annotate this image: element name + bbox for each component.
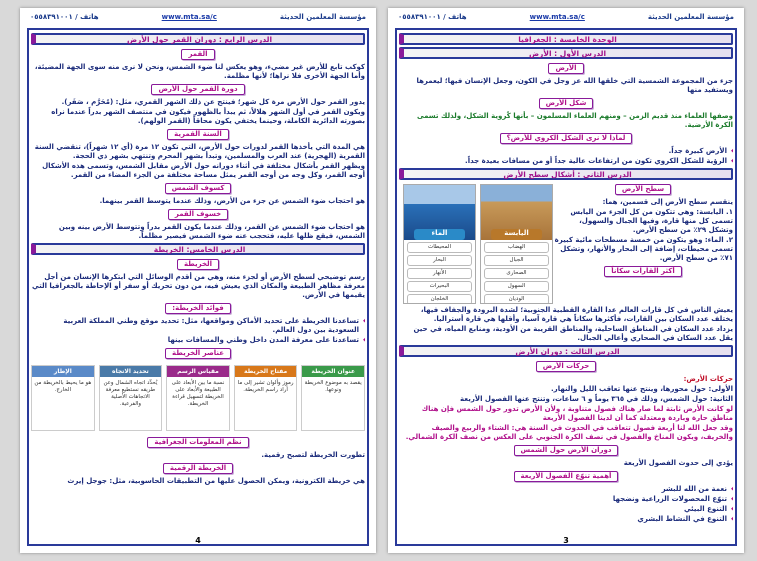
page-header: [30, 13, 366, 25]
header-url[interactable]: www.mta.sa/c: [529, 13, 585, 21]
list-item: ◆ تساعدنا على معرفة المدن داخل وطني والمسافات بينها: [31, 336, 365, 345]
water-item: المحيطات: [407, 242, 472, 253]
map-element-title: عنوان الخريطة: [302, 366, 364, 377]
header-phone: هاتف / ٠٥٥٨٣٩١٠٠١: [398, 13, 467, 21]
page-right: [388, 8, 744, 553]
land-item: الوديان: [484, 294, 549, 304]
paragraph: يزداد عدد السكان في المناطق الساحلية، والمناطق القريبة من الأودية، ومنابع المياه، في حين يقل عدد السكان في الصحاري وأعالي الجبال.: [413, 325, 733, 342]
page-content: [399, 31, 733, 541]
land-image: [480, 184, 553, 304]
section-tag: شكل الأرض: [539, 98, 594, 109]
water-item: الأنهار: [407, 268, 472, 279]
paragraph: جزء من المجموعة الشمسية التي خلقها الله عز وجل في الكون، وجعل الإنسان فيها؛ ليعمرها ويستفيد منها: [416, 77, 733, 94]
map-element: [301, 365, 365, 431]
section-tag: الخريطة الرقمية: [163, 463, 233, 474]
paragraph: هي خريطة الكترونية، ويمكن الحصول عليها من التطبيقات الحاسوبية، مثل: جوجل إيرث: [67, 477, 365, 485]
section-tag: السنة القمرية: [167, 129, 229, 140]
land-item: السهول: [484, 281, 549, 292]
map-element: [234, 365, 298, 431]
section-tag: نظم المعلومات الجغرافية: [147, 437, 248, 448]
lesson-title: الدرس الرابع : دوران القمر حول الأرض: [31, 33, 365, 45]
question-box: لماذا لا نرى الشكل الكروي للأرض؟: [500, 133, 633, 144]
paragraph: هو احتجاب ضوء الشمس عن القمر، وذلك عندما يكون القمر بدراً وتتوسط الأرض بينه وبين الشمس، فيقع ظلها عليه، فتحجب عنه ضوء الشمس فيصير مظلماً.: [58, 223, 365, 240]
lesson-title: الدرس الثاني : أشكال سطح الأرض: [399, 168, 733, 180]
list-item: ◆ الأرض كبيرة جداً.: [399, 147, 733, 156]
water-item: البحار: [407, 255, 472, 266]
paragraph: يعيش الناس في كل قارات العالم عدا القارة القطبية الجنوبية؛ لشدة البرودة والجفاف فيها، يختلف عدد السكان بين القارات، فأكثرها سكاناً هي قارة آسيا، وأقلها هي قارة أستراليا.: [420, 306, 733, 323]
paragraph: كوكب تابع للأرض غير مضيء، وهو يعكس لنا ضوء الشمس، ونحن لا نرى منه سوى الجهة المضيئة، وأما الجهة الأخرى فلا نراها؛ لأنها مظلمة.: [34, 63, 365, 80]
map-element-body: رموز وألوان تشير إلى ما أراد راسم الخريطة.: [237, 380, 294, 393]
section-tag: أكثر القارات سكاناً: [604, 266, 682, 277]
page-content: [31, 31, 365, 541]
water-image: [403, 184, 476, 304]
section-tag: أهمية تنوّع الفصول الأربعة: [514, 471, 619, 482]
paragraph: يؤدي إلى حدوث الفصول الأربعة: [623, 459, 733, 467]
map-element-body: يُحدِّد اتجاه الشمال وعن طريقه نستطيع معرفة الاتجاهات الأصلية والفرعية.: [103, 380, 158, 407]
map-element: [99, 365, 163, 431]
list-item: ◆ تنوّع المحصولات الزراعية ونضجها: [399, 495, 733, 504]
unit-title: الوحدة الخامسة : الجغرافيا: [399, 33, 733, 45]
land-label: اليابسة: [491, 229, 542, 240]
page-left: [20, 8, 376, 553]
land-item: الصحارى: [484, 268, 549, 279]
water-item: الخلجان: [407, 294, 472, 304]
paragraph: لو كانت الأرض ثابتة لما صار هناك فصول متناوبة ، ولأن الأرض تدور حول الشمس فإن هناك مناطق حارة وباردة ومعتدلة كما أن لدينا الفصول الأربعة: [421, 405, 733, 422]
paragraph: ينقسم سطح الأرض إلى قسمين، هما:: [602, 198, 733, 206]
land-item: الهضاب: [484, 242, 549, 253]
lesson-title: الدرس الثالث : دوران الأرض: [399, 345, 733, 357]
section-tag: عناصر الخريطة: [165, 348, 231, 359]
map-element-title: تحديد الاتجاه: [100, 366, 162, 377]
page-number: 3: [563, 536, 569, 545]
paragraph: تطورت الخريطة لتصبح رقمية.: [261, 451, 365, 459]
section-tag: حركات الأرض: [536, 361, 597, 372]
surface-images: [403, 184, 553, 304]
section-tag: القمر: [181, 49, 214, 60]
list-item: ◆ الرؤية للشكل الكروي تكون من ارتفاعات عالية جداً أو من مسافات بعيدة جداً.: [399, 157, 733, 166]
map-element-body: يقصد به موضوع الخريطة ونوعها.: [304, 380, 362, 393]
header-org: مؤسسة المعلمين الحديثة: [279, 13, 366, 21]
paragraph: الثانية: حول الشمس، وذلك في ٣٦٥ يوماً و ٦ ساعات، وتنتج عنها الفصول الأربعة: [460, 395, 733, 403]
map-element: [166, 365, 230, 431]
section-tag: دورة القمر حول الأرض: [151, 84, 244, 95]
paragraph: هي المدة التي يأخذها القمر لدورات حول الأرض، التي تكون ١٢ مرة (أي ١٢ شهراً)، تنقضي السنة القمرية (الهجرية) عند العرب والمسلمين، وتبدأ بشهر المحرم وتنتهي بشهر ذي الحجة.: [34, 143, 365, 160]
paragraph: ويكون القمر في أول الشهر هلالاً، ثم يبدأ بالظهور فيكون في منتصف الشهر بدراً عندما نراه بصورته الدائرية الكاملة، وحينما يختفي يكون محاقاً (القمر الولهم).: [51, 108, 365, 125]
lesson-title: الدرس الأول : الأرض: [399, 47, 733, 59]
list-item: ◆ التنوع البيئي: [399, 505, 733, 514]
paragraph: حركات الأرض:: [683, 375, 733, 383]
header-phone: هاتف / ٠٥٥٨٣٩١٠٠١: [30, 13, 99, 21]
paragraph: ١. اليابسة: وهي تتكون من كل الجزء من اليابس تسمى كل منها قارة، وفيها الجبال والسهول، وتشكل ٢٩٪ من سطح الأرض.: [570, 208, 733, 234]
land-item: الجبال: [484, 255, 549, 266]
section-tag: خسوف القمر: [168, 209, 228, 220]
water-item: البحيرات: [407, 281, 472, 292]
list-item: ◆ تساعدنا الخريطة على تحديد الأماكن ومواقعها، مثل: تحديد موقع وطني المملكة العربية السعودية بين دول العالم.: [31, 317, 365, 335]
paragraph: وقد جعل الله لنا أربعة فصول تتعاقب في الحدوث في السنة هي: الشتاء والربيع والصيف والخريف، ويكون المناخ والفصول في نصف الكرة الجنوبي على العكس من نصف الكرة الشمالي.: [405, 424, 733, 441]
list-item: ◆ نعمة من الله للبشر: [399, 485, 733, 494]
water-label: الماء: [414, 229, 465, 240]
paragraph: ويظهر القمر بأشكال مختلفة في أثناء دورانه حول الأرض مقابل الشمس، وتسمى هذه الأشكال أوجه القمر، وكل وجه من أوجه القمر يمثل مساحة مختلفة من الجزء المضاء من القمر.: [42, 162, 365, 179]
page-header: [398, 13, 734, 25]
map-element: [31, 365, 95, 431]
paragraph: ٢. الماء: وهو يتكون من خمسة مسطحات مائية كبيرة تسمى محيطات، إضافة إلى البحار والأنهار، وتشكل ٧١٪ من سطح الأرض.: [554, 236, 733, 262]
map-element-title: مفتاح الخريطة: [235, 366, 297, 377]
section-tag: الأرض: [548, 63, 583, 74]
lesson-title: الدرس الخامس: الخريطة: [31, 243, 365, 255]
paragraph: رسم توضيحي لسطح الأرض أو لجزء منه، وهي من أقدم الوسائل التي ابتكرها الإنسان من أجل معرفة مظاهر الطبيعة والمكان الذي يعيش فيه، من دون تحريك أو سفر أو الإحاطة بالجغرافيا التي يقيمها في الأرض.: [32, 273, 365, 299]
section-tag: دوران الأرض حول الشمس: [514, 445, 619, 456]
section-tag: فوائد الخريطة:: [165, 303, 230, 314]
header-org: مؤسسة المعلمين الحديثة: [647, 13, 734, 21]
map-elements: [31, 365, 365, 431]
map-element-body: نسبة ما بين الأبعاد على الطبيعة والأبعاد على الخريطة لتسهيل قراءة الخريطة.: [171, 380, 225, 407]
header-url[interactable]: www.mta.sa/c: [161, 13, 217, 21]
section-tag: الخريطة: [177, 259, 219, 270]
paragraph: وصفها العلماء منذ قديم الزمن – ومنهم العلماء المسلمون – بأنها كُروية الشكل، ولذلك تسمى الكرة الأرضية.: [416, 112, 733, 129]
list-item: ◆ التنوع في النشاط البشري: [399, 515, 733, 524]
paragraph: الأولى: حول محورها، وينتج عنها تعاقب الليل والنهار.: [551, 385, 733, 393]
page-number: 4: [195, 536, 201, 545]
map-element-title: مقياس الرسم: [167, 366, 229, 377]
paragraph: يدور القمر حول الأرض مرة كل شهر؛ فينتج عن ذلك الشهر القمري، مثل: (مُحَرَّم ، صَفَر).: [61, 98, 365, 106]
section-tag: كسوف الشمس: [165, 183, 232, 194]
section-tag: سطح الأرض: [615, 184, 671, 195]
map-element-body: هو ما يحيط بالخريطة من الخارج.: [34, 380, 92, 393]
map-element-title: الإطار: [32, 366, 94, 377]
paragraph: هو احتجاب ضوء الشمس عن جزء من الأرض، وذلك عندما يتوسط القمر بينهما.: [99, 197, 365, 205]
